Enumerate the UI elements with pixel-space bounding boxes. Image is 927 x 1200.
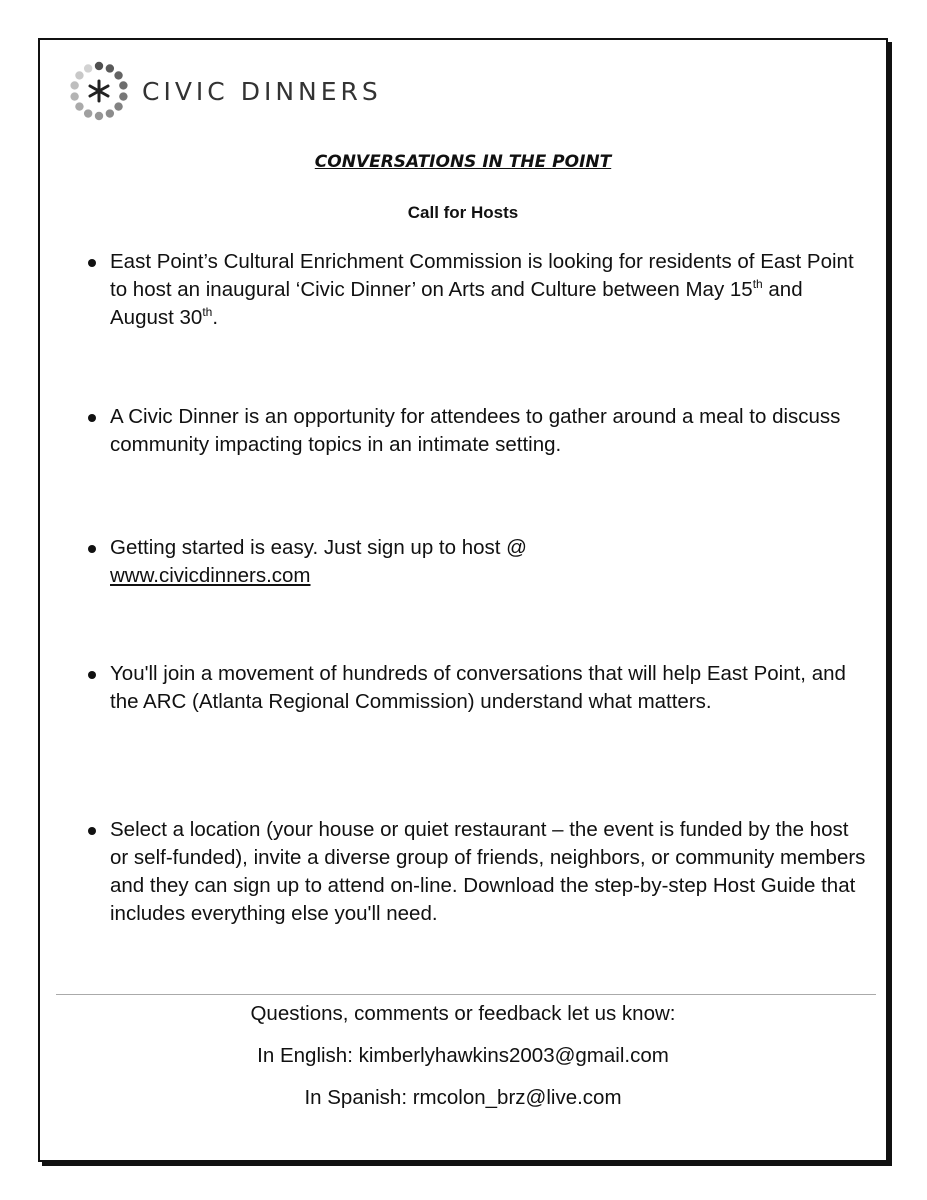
bullet-text: You'll join a movement of hundreds of conversations that will help East Point, and the ARC (Atlanta Regional Commission) understand what matters. [110, 662, 846, 713]
list-item [88, 403, 868, 459]
page-title: CONVERSATIONS IN THE POINT [314, 152, 612, 172]
logo-dot [70, 92, 78, 100]
logo-dot [119, 92, 127, 100]
bullet-icon [88, 259, 96, 267]
bullet-icon [88, 545, 96, 553]
logo-dot [114, 71, 122, 79]
list-item [88, 660, 868, 716]
logo-dot [119, 81, 127, 89]
english-label: In English: [257, 1044, 353, 1067]
civic-dinners-logo-icon [68, 60, 130, 122]
logo-dot [114, 102, 122, 110]
logo-dot [75, 71, 83, 79]
spanish-email[interactable]: rmcolon_brz@live.com [412, 1086, 622, 1109]
bullet-icon [88, 414, 96, 422]
bullet-text: Getting started is easy. Just sign up to host @ [110, 536, 527, 559]
contact-english [40, 1044, 886, 1068]
page-subtitle: Call for Hosts [407, 203, 519, 222]
bullet-text: A Civic Dinner is an opportunity for attendees to gather around a meal to discuss community impacting topics in an intimate setting. [110, 405, 841, 456]
logo-dot [75, 102, 83, 110]
logo-dot [70, 81, 78, 89]
bullet-icon [88, 671, 96, 679]
list-item [88, 816, 868, 928]
logo-dot [95, 112, 103, 120]
bullet-text: Select a location (your house or quiet restaurant – the event is funded by the host or self-funded), invite a diverse group of friends, neighbors, or community members and they can sign up to attend on-line. Download the step-by-step Host Guide that includes everything else you'll need. [110, 818, 866, 925]
contact-prompt: Questions, comments or feedback let us know: [250, 1002, 676, 1025]
spanish-label: In Spanish: [304, 1086, 408, 1109]
contact-spanish [40, 1086, 886, 1110]
english-email[interactable]: kimberlyhawkins2003@gmail.com [358, 1044, 669, 1067]
logo-dot [84, 109, 92, 117]
list-item [88, 248, 868, 332]
logo [68, 60, 382, 122]
flyer-frame [38, 38, 888, 1162]
list-item [88, 534, 527, 590]
bullet-text: East Point’s Cultural Enrichment Commission is looking for residents of East Point to host an inaugural ‘Civic Dinner’ on Arts and Culture between May 15th and August 30th. [110, 250, 854, 329]
logo-dot [95, 62, 103, 70]
bullet-icon [88, 827, 96, 835]
logo-text: CIVIC DINNERS [142, 76, 382, 106]
website-link[interactable]: www.civicdinners.com [110, 564, 311, 587]
logo-dot [84, 64, 92, 72]
divider [56, 994, 876, 995]
logo-dot [106, 64, 114, 72]
logo-dot [106, 109, 114, 117]
